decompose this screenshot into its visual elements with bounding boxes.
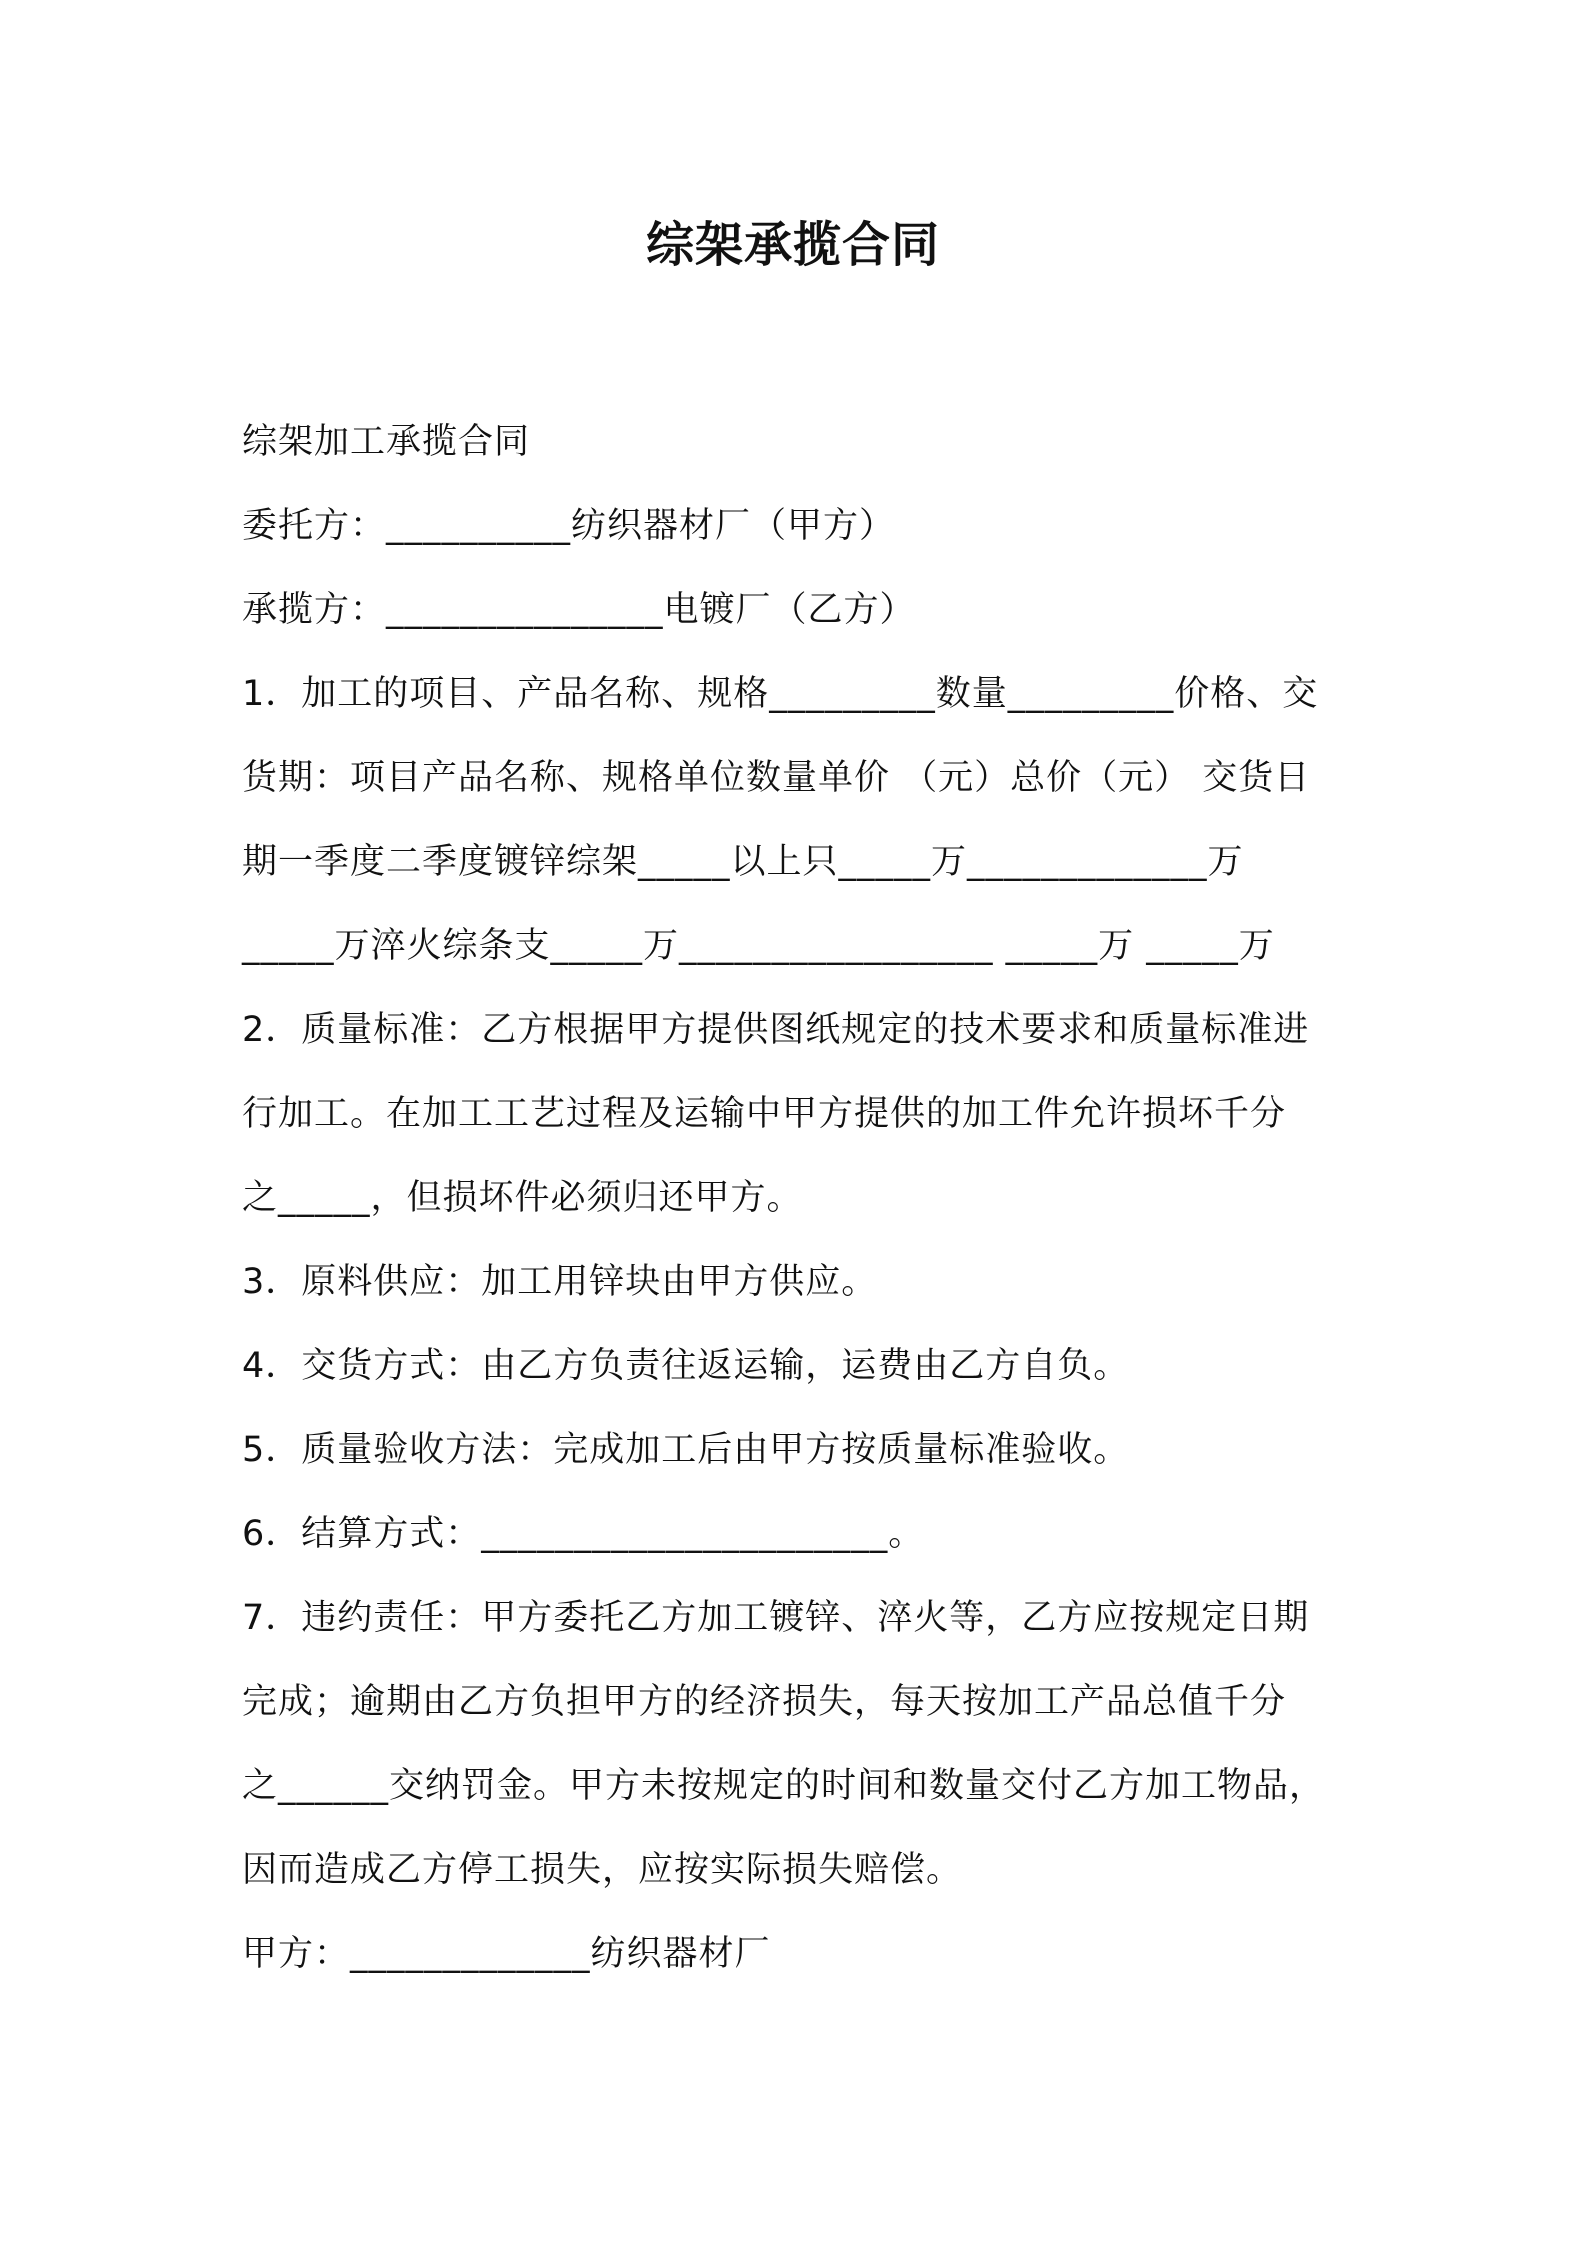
contract-body (242, 400, 1362, 1996)
clause-5-line: 5．质量验收方法：完成加工后由甲方按质量标准验收。 (242, 1430, 1130, 1470)
clause-1-line-2: 货期：项目产品名称、规格单位数量单价 （元）总价（元） 交货日 (242, 758, 1311, 798)
document-title: 综架承揽合同 (645, 217, 940, 273)
clause-3-line: 3．原料供应：加工用锌块由甲方供应。 (242, 1262, 878, 1302)
clause-6-line: 6．结算方式：______________________。 (242, 1514, 925, 1554)
subtitle-line: 综架加工承揽合同 (242, 422, 531, 462)
clause-2-line-1: 2．质量标准：乙方根据甲方提供图纸规定的技术要求和质量标准进 (242, 1010, 1310, 1050)
clause-7-line-3: 之______交纳罚金。甲方未按规定的时间和数量交付乙方加工物品， (242, 1766, 1326, 1806)
clause-7-line-4: 因而造成乙方停工损失，应按实际损失赔偿。 (242, 1850, 963, 1890)
party-a-signature-line: 甲方：_____________纺织器材厂 (242, 1934, 771, 1974)
contractor-party-line: 承揽方：_______________电镀厂（乙方） (242, 590, 916, 630)
client-party-line: 委托方：__________纺织器材厂（甲方） (242, 506, 896, 546)
clause-2-line-3: 之_____，但损坏件必须归还甲方。 (242, 1178, 803, 1218)
clause-1-line-1: 1．加工的项目、产品名称、规格_________数量_________价格、交 (242, 674, 1319, 714)
clause-1-line-3: 期一季度二季度镀锌综架_____以上只_____万_____________万 (242, 842, 1244, 882)
clause-4-line: 4．交货方式：由乙方负责往返运输，运费由乙方自负。 (242, 1346, 1130, 1386)
clause-1-line-4: _____万淬火综条支_____万_________________ _____万 _____万 (242, 926, 1275, 966)
clause-7-line-2: 完成；逾期由乙方负担甲方的经济损失，每天按加工产品总值千分 (242, 1682, 1287, 1722)
clause-7-line-1: 7．违约责任：甲方委托乙方加工镀锌、淬火等，乙方应按规定日期 (242, 1598, 1310, 1638)
clause-2-line-2: 行加工。在加工工艺过程及运输中甲方提供的加工件允许损坏千分 (242, 1094, 1287, 1134)
